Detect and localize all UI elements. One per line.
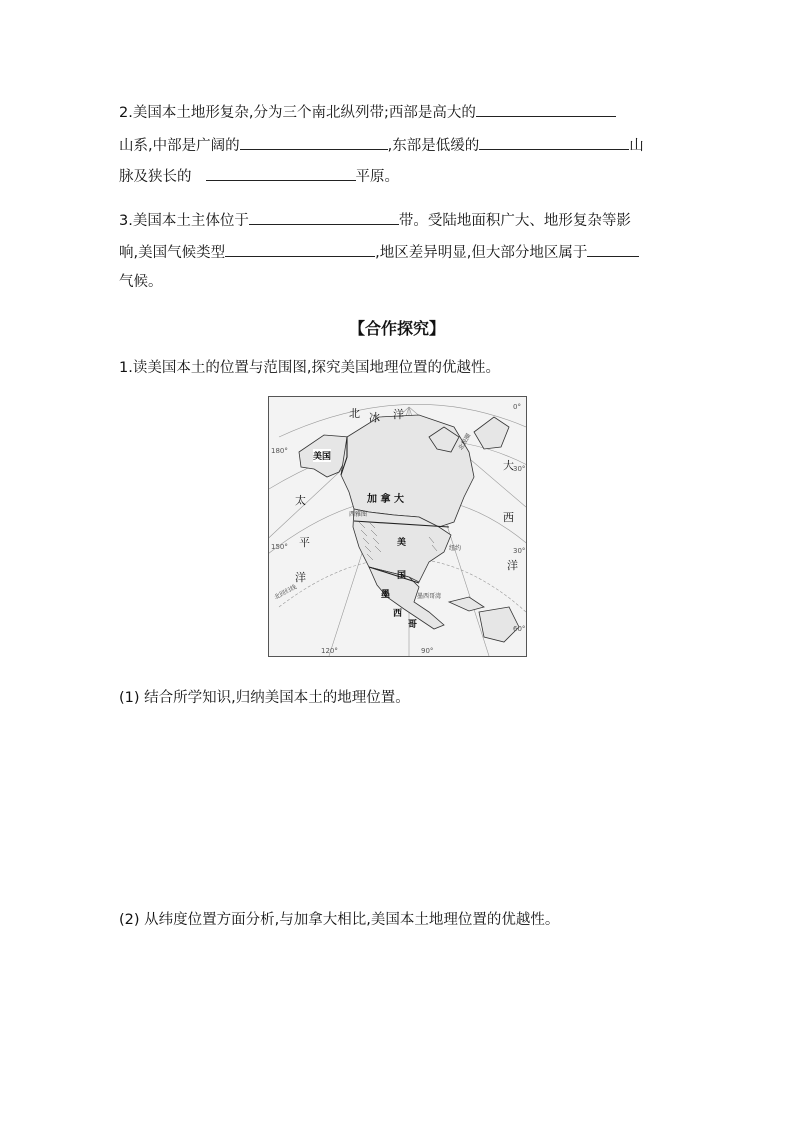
deg-150: 150°: [271, 543, 288, 551]
blank-main-climate[interactable]: [587, 241, 639, 257]
q3-text-1b: 带。受陆地面积广大、地形复杂等影: [398, 213, 631, 229]
q2-line2: [119, 134, 644, 156]
q2-text-2b: ,东部是低缓的: [387, 138, 480, 154]
q3-text-2b: ,地区差异明显,但大部分地区属于: [375, 245, 588, 261]
sub-question-1: (1) 结合所学知识,归纳美国本土的地理位置。: [119, 690, 410, 706]
deg-30b: 30°: [513, 547, 526, 555]
q3-line2: [119, 241, 639, 263]
q2-text-3b: 平原。: [355, 169, 399, 185]
label-ping: 平: [299, 536, 310, 549]
label-guo: 国: [397, 571, 407, 581]
label-bing: 冰: [369, 411, 380, 424]
landmass: [299, 415, 519, 642]
label-seattle: 西雅图: [349, 511, 368, 518]
label-da: 大: [503, 459, 514, 472]
task1-text: 1.读美国本土的位置与范围图,探究美国地理位置的优越性。: [119, 360, 500, 376]
label-xi2: 西: [503, 511, 514, 524]
label-canada: 加 拿 大: [367, 494, 404, 505]
q2-line3: [119, 165, 399, 187]
q2-text-1: 2.美国本土地形复杂,分为三个南北纵列带;西部是高大的: [119, 105, 476, 121]
label-mei: 美: [397, 538, 407, 548]
caribbean-shape: [449, 597, 484, 611]
label-usa-alaska: 美国: [313, 449, 331, 462]
label-gulf: 墨西哥湾: [417, 593, 442, 600]
q3-text-3: 气候。: [119, 274, 163, 290]
deg-90: 90°: [421, 647, 434, 655]
blank-climate-types[interactable]: [225, 241, 375, 257]
deg-180: 180°: [271, 447, 288, 455]
greenland-shape: [474, 417, 509, 449]
label-tropic: 北回归线: [273, 583, 298, 602]
label-xi: 西: [393, 609, 403, 619]
q2-line1: [119, 101, 616, 123]
q2-text-2c: 山: [629, 138, 644, 154]
q3-line3: [119, 272, 163, 292]
q3-text-2a: 响,美国气候类型: [119, 245, 226, 261]
label-yang: 洋: [393, 408, 404, 421]
blank-western-mountains[interactable]: [476, 101, 616, 117]
q2-text-3a: 脉及狭长的: [119, 169, 192, 185]
label-mo: 墨: [381, 590, 391, 600]
blank-coastal-plain[interactable]: [206, 165, 356, 181]
deg-120: 120°: [321, 647, 338, 655]
section-title: 【合作探究】: [348, 319, 445, 338]
q3-text-1a: 3.美国本土主体位于: [119, 213, 249, 229]
blank-eastern-mountains[interactable]: [479, 134, 629, 150]
deg-0: 0°: [513, 403, 521, 411]
q2-text-2a: 山系,中部是广阔的: [119, 138, 240, 154]
blank-climate-zone[interactable]: [249, 209, 399, 225]
label-yang2: 洋: [295, 571, 306, 584]
blank-central-plain[interactable]: [240, 134, 388, 150]
usa-location-map: [268, 396, 527, 657]
deg-60: 60°: [513, 625, 526, 633]
deg-30a: 30°: [513, 465, 526, 473]
label-arctic-circle: 北极圈: [457, 432, 473, 452]
label-ge: 哥: [408, 620, 418, 630]
label-yang3: 洋: [507, 559, 518, 572]
label-newyork: 纽约: [449, 545, 462, 552]
q3-line1: [119, 209, 631, 231]
label-tai: 太: [295, 494, 306, 507]
sub-question-2: (2) 从纬度位置方面分析,与加拿大相比,美国本土地理位置的优越性。: [119, 912, 560, 928]
label-bei: 北: [349, 407, 360, 420]
